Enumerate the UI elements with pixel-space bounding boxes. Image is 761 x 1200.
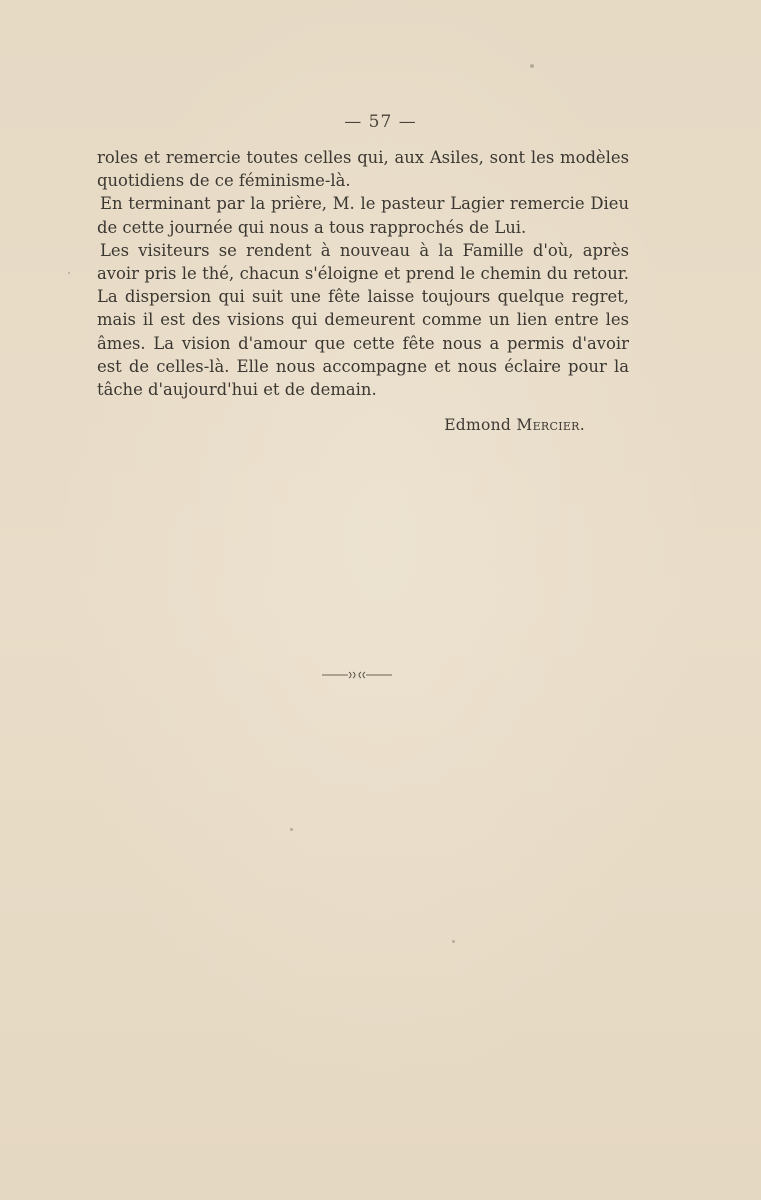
signature-last-name: Mercier.: [516, 416, 585, 434]
paragraph-2: En terminant par la prière, M. le pasteur Lagier remercie Dieu de cette journée qui nous a tous rapprochés de Lui.: [97, 194, 629, 237]
paper-speck: [68, 272, 70, 274]
section-end-fleuron-icon: [322, 668, 392, 682]
body-text: [97, 146, 629, 401]
paper-speck: [530, 64, 534, 68]
paper-speck: [452, 940, 455, 943]
paragraph-3: Les visiteurs se rendent à nouveau à la Famille d'où, après avoir pris le thé, chacun s'éloigne et prend le chemin du retour. La dispersion qui suit une fête laisse toujours quelque regret, mais il est des visions qui demeurent comme un lien entre les âmes. La vision d'amour que cette fête nous a permis d'avoir est de celles-là. Elle nous accompagne et nous éclaire pour la tâche d'aujourd'hui et de demain.: [97, 240, 629, 400]
paper-speck: [290, 828, 293, 831]
author-signature: [444, 416, 585, 434]
paragraph-1: roles et remercie toutes celles qui, aux Asiles, sont les modèles quotidiens de ce féminisme-là.: [97, 148, 629, 191]
signature-first-name: Edmond: [444, 416, 512, 434]
page-number: — 57 —: [344, 112, 417, 132]
